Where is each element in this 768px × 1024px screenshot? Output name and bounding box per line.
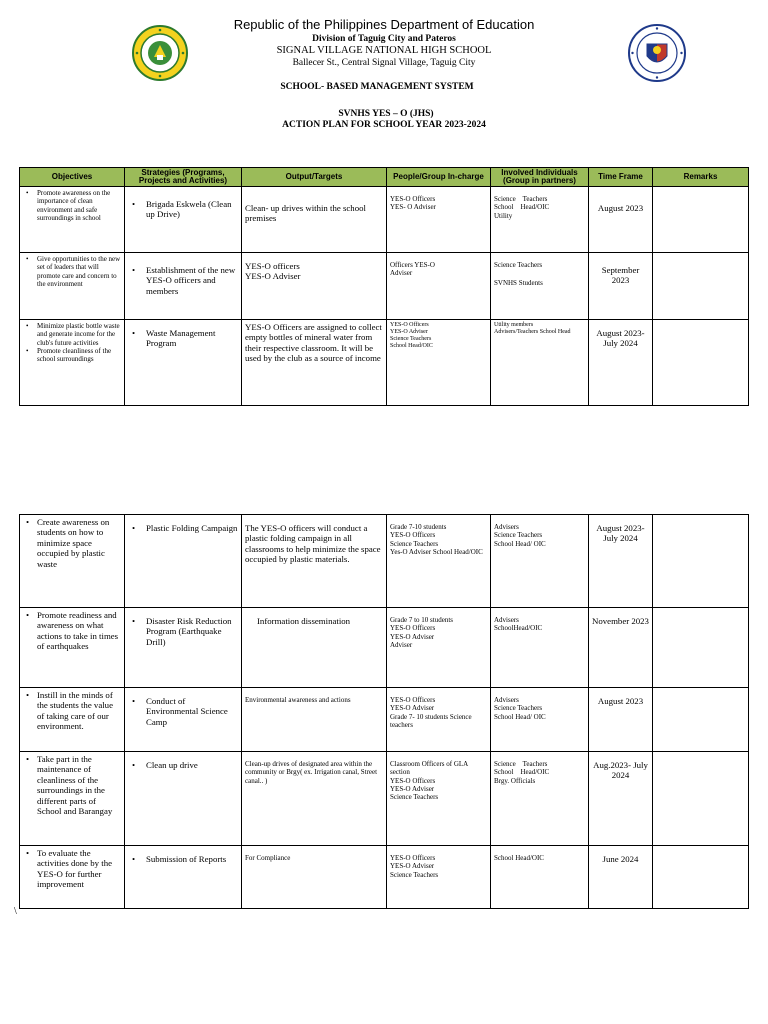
time-frame-cell bbox=[589, 253, 653, 320]
time-frame-cell bbox=[589, 752, 653, 846]
time-frame-text: August 2023- July 2024 bbox=[596, 523, 645, 544]
output-text: The YES-O officers will conduct a plastic folding campaign in all classrooms to help minimize the space occupied by plastic materials. bbox=[245, 523, 381, 565]
strategy-item: • Waste Management Program bbox=[128, 328, 238, 349]
objective-item: • Take part in the maintenance of cleanliness of the surroundings in the different parts of School and Barangay bbox=[23, 754, 121, 816]
involved-cell bbox=[491, 752, 589, 846]
involved-item: Advisers bbox=[494, 523, 519, 531]
people-cell bbox=[387, 752, 491, 846]
involved-cell bbox=[491, 608, 589, 688]
time-frame-cell bbox=[589, 187, 653, 253]
involved-item: Brgy. Officials bbox=[494, 776, 536, 785]
people-cell bbox=[387, 608, 491, 688]
people-item: YES-O Officers bbox=[390, 322, 429, 328]
people-item: Officers YES-O bbox=[390, 261, 435, 269]
strategy-cell bbox=[125, 320, 242, 406]
output-cell bbox=[242, 253, 387, 320]
involved-item: Science Teachers bbox=[494, 704, 543, 713]
remarks-cell bbox=[653, 752, 749, 846]
output-cell bbox=[242, 187, 387, 253]
objective-item: • Minimize plastic bottle waste and generate income for the club's future activities bbox=[23, 322, 121, 347]
involved-item: Advisers bbox=[494, 616, 519, 624]
output-cell bbox=[242, 846, 387, 909]
involved-item: Advisers/Teachers School Head bbox=[494, 329, 571, 336]
involved-item: School Head/ OIC bbox=[494, 712, 546, 721]
people-item: Grade 7-10 students bbox=[390, 523, 447, 531]
involved-item: School Head/OIC bbox=[494, 854, 544, 862]
people-item: YES-O Officers bbox=[390, 624, 436, 633]
output-text: Clean- up drives within the school premises bbox=[245, 203, 366, 224]
output-cell bbox=[242, 515, 387, 608]
objective-item: • Promote awareness on the importance of clean environment and safe surroundings in school bbox=[23, 189, 121, 222]
strategy-item: • Disaster Risk Reduction Program (Earthquake Drill) bbox=[128, 616, 238, 647]
objectives-cell bbox=[20, 320, 125, 406]
strategy-item: • Establishment of the new YES-O officers and members bbox=[128, 265, 238, 296]
involved-item: Science Teachers bbox=[494, 531, 543, 540]
people-item: Science Teachers bbox=[390, 539, 439, 548]
objectives-cell bbox=[20, 608, 125, 688]
involved-item: Science Teachers bbox=[494, 760, 548, 768]
table-row bbox=[20, 515, 749, 608]
people-item: Grade 7- 10 students Science teachers bbox=[390, 712, 472, 729]
people-item: Science Teachers bbox=[390, 793, 439, 801]
school-address: Ballecer St., Central Signal Village, Taguig City bbox=[292, 58, 476, 68]
output-text: YES-O Officers are assigned to collect empty bottles of mineral water from their respective classroom. It will be used by the club as a source of income bbox=[245, 322, 382, 364]
time-frame-cell bbox=[589, 320, 653, 406]
output-text: Environmental awareness and actions bbox=[245, 696, 351, 704]
objectives-cell bbox=[20, 253, 125, 320]
time-frame-cell bbox=[589, 515, 653, 608]
involved-item: Science Teachers bbox=[494, 195, 548, 203]
stray-backslash-mark: \ bbox=[14, 906, 17, 917]
time-frame-text: August 2023- July 2024 bbox=[596, 328, 645, 349]
involved-item: School Head/ OIC bbox=[494, 539, 546, 548]
involved-cell bbox=[491, 515, 589, 608]
remarks-cell bbox=[653, 253, 749, 320]
club-title: SVNHS YES – O (JHS) bbox=[338, 109, 434, 119]
output-text: Clean-up drives of designated area within the community or Brgy( ex. Irrigation canal, Street canal.. ) bbox=[245, 760, 378, 785]
remarks-cell bbox=[653, 688, 749, 752]
remarks-cell bbox=[653, 187, 749, 253]
strategy-cell bbox=[125, 846, 242, 909]
time-frame-text: August 2023 bbox=[597, 203, 644, 213]
table-row bbox=[20, 187, 749, 253]
output-cell bbox=[242, 320, 387, 406]
header-remarks: Remarks bbox=[653, 168, 749, 187]
header-involved: Involved Individuals (Group in partners) bbox=[491, 168, 589, 187]
strategy-cell bbox=[125, 253, 242, 320]
people-item: School Head/OIC bbox=[390, 343, 433, 350]
people-item: YES-O Adviser bbox=[390, 329, 428, 336]
strategy-item: • Submission of Reports bbox=[128, 854, 238, 864]
strategy-cell bbox=[125, 688, 242, 752]
school-name: SIGNAL VILLAGE NATIONAL HIGH SCHOOL bbox=[276, 45, 492, 56]
strategy-cell bbox=[125, 187, 242, 253]
time-frame-text: Aug.2023- July 2024 bbox=[593, 760, 648, 781]
involved-item: School Head/OIC bbox=[494, 768, 550, 777]
remarks-cell bbox=[653, 320, 749, 406]
objectives-cell bbox=[20, 846, 125, 909]
strategy-cell bbox=[125, 515, 242, 608]
people-item: Grade 7 to 10 students bbox=[390, 616, 453, 624]
objective-item: • Give opportunities to the new set of leaders that will promote care and concern to the environment bbox=[23, 255, 121, 288]
people-item: YES- O Adviser bbox=[390, 203, 436, 212]
header-output: Output/Targets bbox=[242, 168, 387, 187]
involved-cell bbox=[491, 320, 589, 406]
people-item: Yes-O Adviser School Head/OIC bbox=[390, 547, 483, 556]
strategy-cell bbox=[125, 752, 242, 846]
people-cell bbox=[387, 515, 491, 608]
involved-item: Utility members bbox=[494, 322, 534, 328]
remarks-cell bbox=[653, 515, 749, 608]
strategy-item: • Clean up drive bbox=[128, 760, 238, 770]
people-item: YES-O Officers bbox=[390, 854, 436, 862]
output-cell bbox=[242, 608, 387, 688]
people-item: YES-O Officers bbox=[390, 531, 436, 540]
involved-item: School Head/OIC bbox=[494, 203, 550, 212]
table-row bbox=[20, 688, 749, 752]
system-title: SCHOOL- BASED MANAGEMENT SYSTEM bbox=[280, 82, 474, 92]
output-cell bbox=[242, 752, 387, 846]
involved-cell bbox=[491, 688, 589, 752]
strategy-item: • Plastic Folding Campaign bbox=[128, 523, 238, 533]
action-plan-table-part2 bbox=[19, 514, 749, 909]
people-item: YES-O Officers bbox=[390, 776, 436, 785]
table-row bbox=[20, 608, 749, 688]
people-item: YES-O Adviser bbox=[390, 632, 435, 641]
document-header bbox=[0, 0, 768, 140]
involved-item: Advisers bbox=[494, 696, 519, 704]
time-frame-cell bbox=[589, 846, 653, 909]
objective-item: • To evaluate the activities done by the YES-O for further improvement bbox=[23, 848, 121, 890]
output-text: YES-O officers YES-O Adviser bbox=[245, 261, 301, 282]
people-cell bbox=[387, 187, 491, 253]
people-item: YES-O Officers bbox=[390, 696, 436, 704]
people-item: Adviser bbox=[390, 269, 413, 278]
strategy-item: • Brigada Eskwela (Clean up Drive) bbox=[128, 199, 238, 220]
people-cell bbox=[387, 253, 491, 320]
header-objectives: Objectives bbox=[20, 168, 125, 187]
people-item: Science Teachers bbox=[390, 336, 432, 343]
header-strategies: Strategies (Programs, Projects and Activities) bbox=[125, 168, 242, 187]
time-frame-cell bbox=[589, 608, 653, 688]
action-plan-table-part1 bbox=[19, 167, 749, 406]
remarks-cell bbox=[653, 608, 749, 688]
table-row bbox=[20, 846, 749, 909]
strategy-item: • Conduct of Environmental Science Camp bbox=[128, 696, 238, 727]
people-cell bbox=[387, 688, 491, 752]
table-row bbox=[20, 320, 749, 406]
table-header-row bbox=[20, 168, 749, 187]
plan-title: ACTION PLAN FOR SCHOOL YEAR 2023-2024 bbox=[282, 120, 486, 130]
table-row bbox=[20, 752, 749, 846]
time-frame-text: June 2024 bbox=[602, 854, 639, 864]
objectives-cell bbox=[20, 752, 125, 846]
involved-cell bbox=[491, 846, 589, 909]
division-line: Division of Taguig City and Pateros bbox=[312, 34, 456, 44]
objectives-cell bbox=[20, 688, 125, 752]
objectives-cell bbox=[20, 515, 125, 608]
strategy-cell bbox=[125, 608, 242, 688]
remarks-cell bbox=[653, 846, 749, 909]
time-frame-cell bbox=[589, 688, 653, 752]
people-item: YES-O Adviser bbox=[390, 704, 435, 713]
output-text: Information dissemination bbox=[257, 616, 351, 626]
involved-item: Utility bbox=[494, 211, 513, 220]
involved-cell bbox=[491, 187, 589, 253]
objective-item: • Promote cleanliness of the school surroundings bbox=[23, 347, 121, 364]
involved-item: SchoolHead/OIC bbox=[494, 624, 543, 633]
people-item: YES-O Adviser bbox=[390, 784, 435, 793]
republic-line: Republic of the Philippines Department of Education bbox=[233, 17, 535, 32]
time-frame-text: August 2023 bbox=[597, 696, 644, 706]
output-text: For Compliance bbox=[245, 854, 291, 862]
time-frame-text: November 2023 bbox=[592, 616, 649, 626]
header-time-frame: Time Frame bbox=[589, 168, 653, 187]
objectives-cell bbox=[20, 187, 125, 253]
people-cell bbox=[387, 846, 491, 909]
objective-item: • Create awareness on students on how to minimize space occupied by plastic waste bbox=[23, 517, 121, 569]
involved-item: Science Teachers bbox=[494, 261, 543, 269]
people-item: Science Teachers bbox=[390, 870, 439, 879]
people-cell bbox=[387, 320, 491, 406]
time-frame-text: September 2023 bbox=[601, 265, 640, 286]
output-cell bbox=[242, 688, 387, 752]
people-item: YES-O Officers bbox=[390, 195, 436, 203]
people-item: Adviser bbox=[390, 640, 413, 649]
involved-cell bbox=[491, 253, 589, 320]
people-item: Classroom Officers of GLA section bbox=[390, 760, 468, 777]
people-item: YES-O Adviser bbox=[390, 862, 435, 871]
involved-item: SVNHS Students bbox=[494, 279, 543, 288]
objective-item: • Promote readiness and awareness on what actions to take in times of earthquakes bbox=[23, 610, 121, 652]
table-row bbox=[20, 253, 749, 320]
header-people: People/Group In-charge bbox=[387, 168, 491, 187]
objective-item: • Instill in the minds of the students the value of taking care of our environment. bbox=[23, 690, 121, 732]
